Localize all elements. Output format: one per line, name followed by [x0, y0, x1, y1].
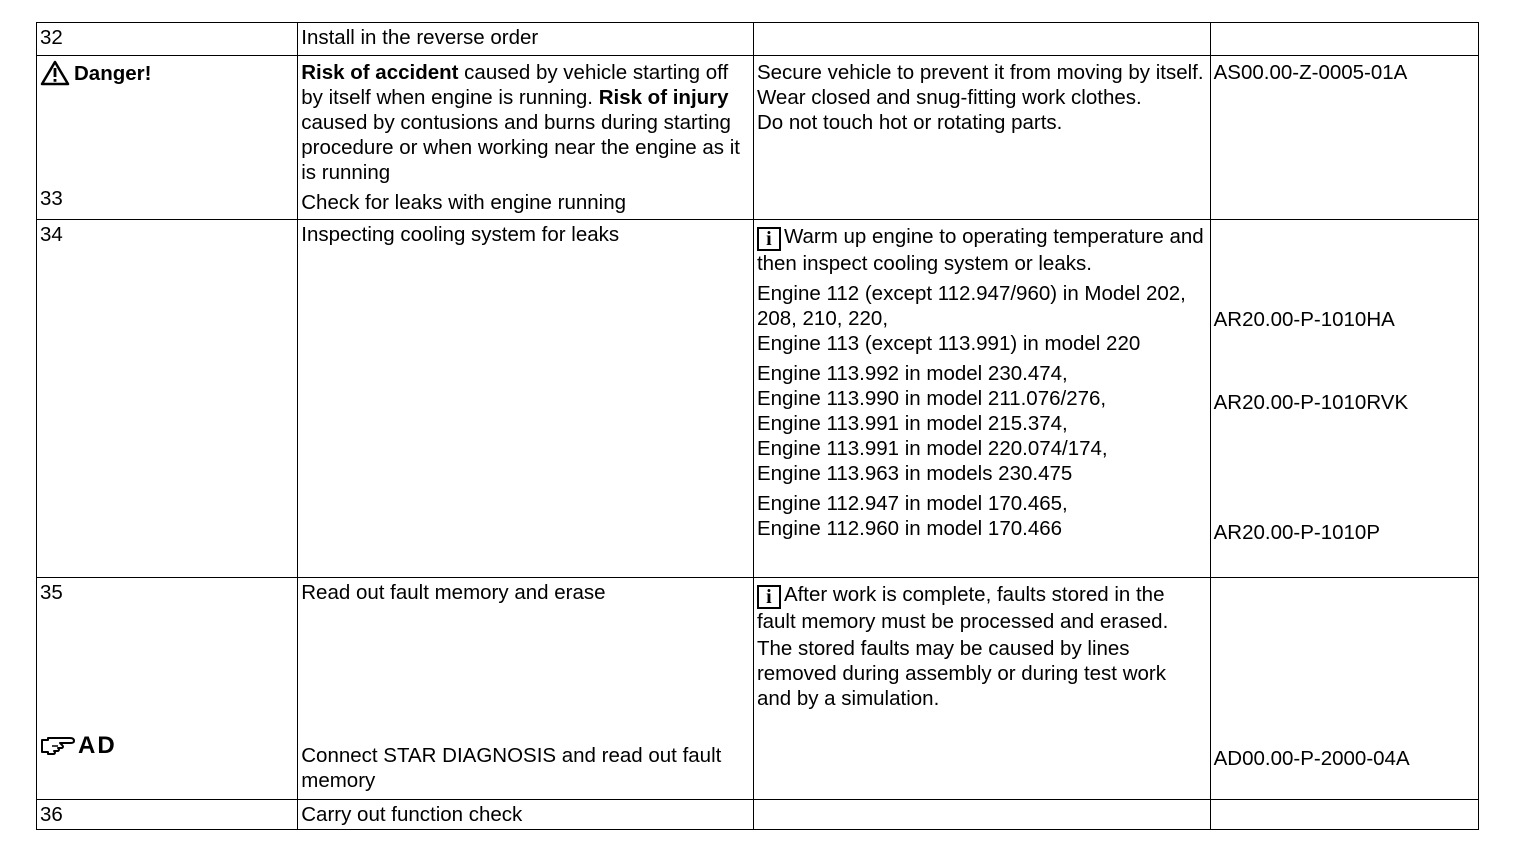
info-note	[757, 224, 1206, 276]
engine-text: Engine 113.991 in model 220.074/174,	[756, 437, 1108, 460]
step-note-cell	[753, 220, 1210, 578]
step-number-cell	[37, 578, 298, 800]
table-row-35	[37, 578, 1479, 800]
risk-injury-label: Risk of injury	[598, 86, 729, 109]
ad-marker	[40, 733, 293, 758]
step-action-cell	[298, 578, 754, 800]
step-note	[753, 23, 1210, 56]
warning-triangle-icon	[40, 60, 70, 86]
engine-group-3	[757, 491, 1206, 541]
danger-description	[301, 60, 749, 185]
ad-reference-link[interactable]: AD00.00-P-2000-04A	[1213, 747, 1410, 770]
engine-group-1	[757, 281, 1206, 356]
step-number: 35	[40, 581, 63, 604]
info-text: Warm up engine to operating temperature and then inspect cooling system or leaks.	[756, 225, 1204, 275]
table-row-33	[37, 56, 1479, 220]
risk-accident-label: Risk of accident	[301, 61, 459, 84]
engine-group-2	[757, 361, 1206, 486]
risk-injury-text: caused by contusions and burns during starting procedure or when working near the engine as it is running	[301, 111, 740, 184]
step-action: Read out fault memory and erase	[301, 581, 606, 604]
step-note-cell	[753, 56, 1210, 220]
safety-reference-link[interactable]: AS00.00-Z-0005-01A	[1213, 61, 1408, 84]
danger-text: Danger!	[74, 61, 152, 85]
safety-note: Wear closed and snug-fitting work clothes.	[756, 86, 1142, 109]
reference-link[interactable]: AR20.00-P-1010RVK	[1213, 391, 1409, 414]
engine-text: Engine 113.991 in model 215.374,	[756, 412, 1068, 435]
safety-note: Secure vehicle to prevent it from moving by itself.	[756, 61, 1204, 84]
safety-note: Do not touch hot or rotating parts.	[756, 111, 1063, 134]
step-number: 32	[37, 23, 298, 56]
danger-label	[40, 60, 293, 86]
engine-text: Engine 113.990 in model 211.076/276,	[756, 387, 1107, 410]
engine-text: Engine 112 (except 112.947/960) in Model 202, 208, 210, 220,	[756, 282, 1186, 330]
step-note	[753, 800, 1210, 830]
step-reference-cell	[1210, 56, 1478, 220]
step-action: Check for leaks with engine running	[301, 191, 627, 214]
table-row-32	[37, 23, 1479, 56]
risk-accident-text: caused by vehicle starting off by itself when engine is running.	[301, 61, 729, 109]
procedure-table	[36, 22, 1479, 830]
step-number: 36	[37, 800, 298, 830]
ad-action: Connect STAR DIAGNOSIS and read out fault memory	[301, 744, 722, 792]
reference-link[interactable]: AR20.00-P-1010HA	[1213, 308, 1395, 331]
step-number-cell	[37, 56, 298, 220]
step-note-cell	[753, 578, 1210, 800]
engine-text: Engine 112.947 in model 170.465,	[756, 492, 1068, 515]
info-text-2: The stored faults may be caused by lines removed during assembly or during test work and by a simulation.	[756, 637, 1166, 710]
step-reference-cell	[1210, 220, 1478, 578]
engine-text: Engine 112.960 in model 170.466	[756, 517, 1063, 540]
step-reference	[1210, 800, 1478, 830]
step-reference-cell	[1210, 578, 1478, 800]
step-action: Inspecting cooling system for leaks	[298, 220, 754, 578]
engine-text: Engine 113.992 in model 230.474,	[756, 362, 1068, 385]
table-row-36	[37, 800, 1479, 830]
info-text: After work is complete, faults stored in the fault memory must be processed and erased.	[756, 583, 1169, 633]
engine-text: Engine 113 (except 113.991) in model 220	[756, 332, 1141, 355]
step-action-cell	[298, 56, 754, 220]
ad-label: AD	[78, 732, 117, 759]
step-action: Install in the reverse order	[298, 23, 754, 56]
info-box-icon: i	[757, 585, 781, 609]
step-reference	[1210, 23, 1478, 56]
engine-text: Engine 113.963 in models 230.475	[756, 462, 1073, 485]
step-number: 34	[37, 220, 298, 578]
info-box-icon: i	[757, 227, 781, 251]
step-action: Carry out function check	[298, 800, 754, 830]
pointing-hand-icon	[40, 734, 76, 758]
info-note	[757, 582, 1206, 634]
step-number: 33	[40, 187, 63, 210]
reference-link[interactable]: AR20.00-P-1010P	[1213, 521, 1381, 544]
table-row-34	[37, 220, 1479, 578]
